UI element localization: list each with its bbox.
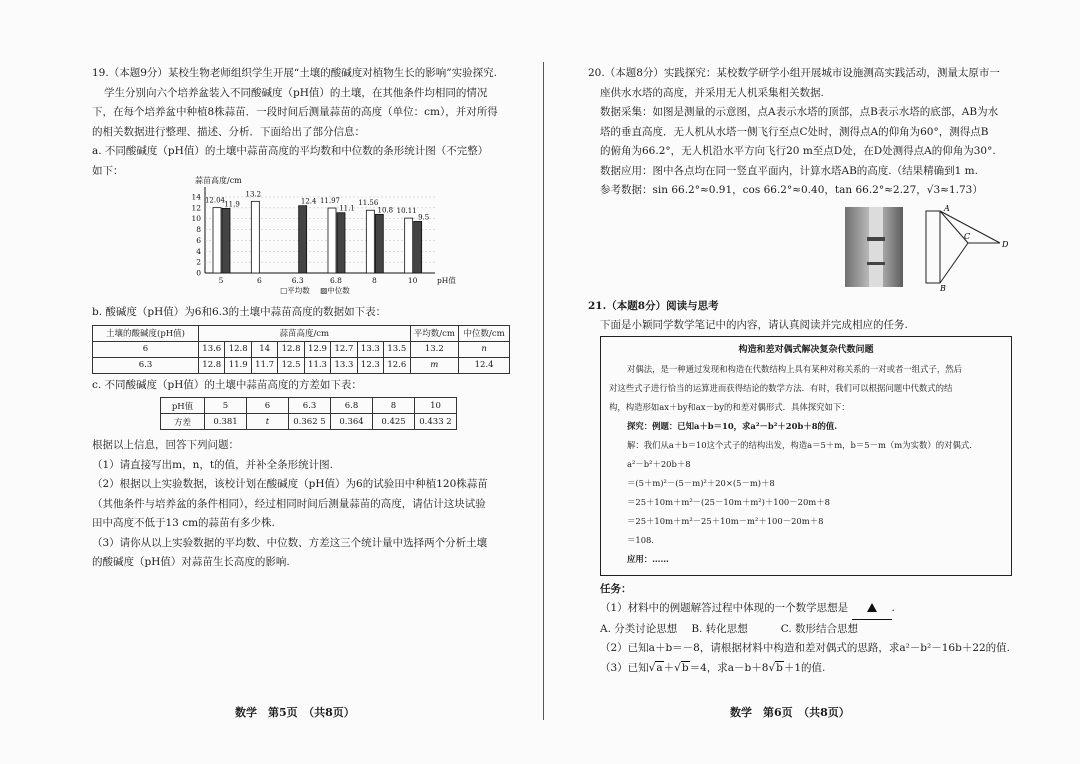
q19-question-3: （3）请你从以上实验数据的平均数、中位数、方差这三个统计量中选择两个分析土壤 <box>92 536 488 549</box>
q20-line-3: 数据采集：如图是测量的示意图，点A表示水塔的顶部，点B表示水塔的底部，AB为水 <box>600 106 999 118</box>
notes-line: 对这些式子进行恰当的运算进而获得结论的数学方法．有时，我们可以根据问题中代数式的结 <box>609 382 953 393</box>
page-6-footer: 数学 第6页 （共8页） <box>730 706 850 719</box>
data-label: 11.9 <box>224 200 240 209</box>
table-cell: pH值 <box>161 398 205 414</box>
q20-line-7: 参考数据：sin 66.2°≈0.91，cos 66.2°≈0.40，tan 66.2°≈2.27，√3≈1.73） <box>600 184 983 196</box>
sqrt-b: b <box>681 661 689 674</box>
page-6-right-column <box>588 64 1020 678</box>
q19-line-2: 学生分别向六个培养盆装入不同酸碱度（pH值）的土壤，在其他条件均相同的情况 <box>104 86 488 99</box>
y-tick-label: 2 <box>196 257 201 267</box>
table-cell: 13.2 <box>410 341 459 357</box>
bar-median <box>337 213 345 273</box>
table-cell: 0.381 <box>205 414 247 430</box>
data-label: 12.04 <box>204 196 226 205</box>
notes-line: 对偶法，是一种通过发现和构造在代数结构上具有某种对称关系的一对或者一组式子，然后 <box>627 363 962 374</box>
q19-question-2: （2）根据以上实验数据，该校计划在酸碱度（pH值）为6的试验田中种植120株蒜苗 <box>92 478 488 490</box>
x-axis-label: pH值 <box>437 276 456 285</box>
measurement-diagram <box>910 201 1010 291</box>
table-cell: 14 <box>251 341 277 357</box>
q19-question-2b: （其他条件与培养盆的条件相同），经过相同时间后测量蒜苗的高度，请估计这块试验 <box>92 497 486 510</box>
x-tick-label: 6.8 <box>330 276 342 285</box>
task-3-end: ＋1的值. <box>783 661 826 674</box>
point-d-label: D <box>1002 239 1009 249</box>
bar-mean <box>328 208 336 273</box>
y-tick-label: 6 <box>196 235 201 245</box>
q21-intro: 下面是小颖同学数学笔记中的内容，请认真阅读并完成相应的任务. <box>600 319 908 331</box>
q20-line-5: 的俯角为66.2°，无人机沿水平方向飞行20 m至点D处，在D处测得点A的仰角为30°. <box>600 145 996 157</box>
notes-line: ＝25＋10m＋m²－(25－10m＋m²)＋100－20m＋8 <box>627 496 830 507</box>
y-tick-label: 12 <box>191 203 201 213</box>
sqrt-sign: √ <box>648 661 656 674</box>
point-c-label: C <box>964 231 971 241</box>
task-1-text: （1）材料中的例题解答过程中体现的一个数学思想是 <box>600 602 849 614</box>
task-3 <box>588 659 1020 679</box>
table-c <box>160 397 457 430</box>
table-cell: 12.3 <box>357 357 383 373</box>
task-1-options <box>588 620 1020 640</box>
table-cell: 0.362 5 <box>289 414 331 430</box>
sqrt-a: a <box>656 661 663 674</box>
table-cell: 0.433 2 <box>415 414 457 430</box>
table-cell: t <box>247 414 289 430</box>
option-c: C. 数形结合思想 <box>780 622 859 635</box>
task-1 <box>588 599 1020 620</box>
sqrt-sign: √ <box>768 661 776 674</box>
table-cell: 6.3 <box>289 398 331 414</box>
x-tick-label: 8 <box>371 276 377 285</box>
y-tick-label: 0 <box>196 268 201 278</box>
q19-part-a: a. 不同酸碱度（pH值）的土壤中蒜苗高度的平均数和中位数的条形统计图（不完整） <box>92 145 489 157</box>
table-cell: 5 <box>205 398 247 414</box>
page-5-footer: 数学 第5页 （共8页） <box>235 706 355 719</box>
table-b-header: 中位数/cm <box>459 325 510 341</box>
data-label: 9.5 <box>418 213 430 222</box>
bar-median <box>414 221 422 273</box>
table-b-header: 蒜苗高度/cm <box>199 325 411 341</box>
bar-median <box>222 208 230 273</box>
q19-question-1: （1）请直接写出m，n，t的值，并补全条形统计图. <box>92 458 333 471</box>
data-label: 13.2 <box>245 190 262 199</box>
notes-line: ＝25＋10m＋m²－25＋10m－m²＋100－20m＋8 <box>627 515 824 526</box>
table-cell: 12.8 <box>199 357 225 373</box>
q20-figure <box>588 201 1020 291</box>
water-tower-photo <box>845 207 903 287</box>
point-b-label: B <box>940 283 946 293</box>
data-label: 11.1 <box>339 204 355 213</box>
task-label: 任务： <box>600 582 632 595</box>
table-row <box>93 341 510 357</box>
x-tick-label: 6 <box>256 276 262 285</box>
table-row <box>161 414 457 430</box>
q19-line-3: 下，在每个培养盆中种植8株蒜苗．一段时间后测量蒜苗的高度（单位：cm），并对所得 <box>92 106 498 118</box>
task-2: （2）已知a＋b＝－8，请根据材料中构造和差对偶式的思路，求a²－b²－16b＋22的值. <box>600 642 1011 654</box>
answer-blank[interactable] <box>852 599 892 620</box>
sqrt-sign: √ <box>674 661 681 674</box>
table-cell: 12.4 <box>459 357 510 373</box>
data-label: 11.97 <box>319 197 341 206</box>
q19-part-c: c. 不同酸碱度（pH值）的土壤中蒜苗高度的方差如下表： <box>92 378 362 391</box>
q20-line-4: 塔的垂直高度．无人机从水塔一侧飞行至点C处时，测得点A的仰角为60°，测得点B <box>600 125 989 138</box>
q20-line-2: 座供水水塔的高度，并采用无人机采集相关数据. <box>600 86 824 99</box>
bar-mean <box>213 208 221 273</box>
bar-median <box>375 214 383 273</box>
data-label: 12.4 <box>300 197 317 206</box>
notes-line: 探究：例题：已知a＋b＝10，求a²－b²＋20b＋8的值. <box>627 420 838 431</box>
x-tick-label: 6.3 <box>291 276 304 285</box>
bar-mean <box>366 210 374 273</box>
q19-question-lead: 根据以上信息，回答下列问题： <box>92 439 239 451</box>
option-b: B. 转化思想 <box>691 622 748 635</box>
table-cell: 12.8 <box>225 341 251 357</box>
notes-line: 构，构造形如ax＋by和ax－by的和差对偶形式．具体探究如下： <box>609 401 850 412</box>
table-row <box>93 357 510 373</box>
x-tick-label: 5 <box>218 276 224 285</box>
triangle-icon <box>867 603 877 612</box>
y-tick-label: 10 <box>191 214 201 224</box>
notes-box-title: 构造和差对偶式解决复杂代数问题 <box>738 344 874 355</box>
table-cell: 13.3 <box>357 341 383 357</box>
table-cell: 12.5 <box>278 357 304 373</box>
option-a: A. 分类讨论思想 <box>600 622 678 635</box>
q19-part-b: b. 酸碱度（pH值）为6和6.3的土壤中蒜苗高度的数据如下表： <box>92 306 387 318</box>
table-cell: 方差 <box>161 414 205 430</box>
table-cell: 6 <box>247 398 289 414</box>
notes-line: a²－b²＋20b＋8 <box>627 458 691 469</box>
data-label: 11.56 <box>358 199 379 208</box>
sqrt-b2: b <box>776 661 783 674</box>
table-cell: 13.5 <box>384 341 410 357</box>
y-axis-label: 蒜苗高度/cm <box>195 176 242 185</box>
bar-median <box>299 206 307 273</box>
table-cell: 13.6 <box>199 341 225 357</box>
table-cell: 11.9 <box>225 357 251 373</box>
table-cell: 6 <box>93 341 199 357</box>
point-a-label: A <box>944 203 950 213</box>
legend-median: ▨中位数 <box>320 286 350 295</box>
task-3-mid: ＝4，求a－b＋8 <box>689 661 769 674</box>
bar-chart <box>177 176 477 301</box>
table-b-header: 平均数/cm <box>410 325 459 341</box>
table-cell: n <box>459 341 510 357</box>
table-cell: 12.6 <box>384 357 410 373</box>
bar-mean <box>251 201 259 273</box>
data-label: 10.11 <box>396 207 417 216</box>
notes-line: ＝(5＋m)²－(5－m)²＋20×(5－m)＋8 <box>627 477 775 488</box>
notes-line: 解：我们从a＋b＝10这个式子的结构出发，构造a＝5＋m，b＝5－m（m为实数）的对偶式. <box>627 439 972 450</box>
y-tick-label: 14 <box>191 192 201 202</box>
table-cell: 10 <box>415 398 457 414</box>
notes-line: 应用：…… <box>627 553 669 564</box>
page-5-left-column <box>92 64 522 573</box>
notes-line: ＝108. <box>627 534 655 545</box>
q19-part-a2: 如下： <box>92 164 124 177</box>
table-row <box>161 398 457 414</box>
bar-mean <box>405 218 413 273</box>
task-3-plus: ＋ <box>663 661 675 674</box>
table-cell: 0.425 <box>373 414 415 430</box>
notes-box <box>600 336 1012 576</box>
table-cell: 12.7 <box>331 341 357 357</box>
table-cell: 12.8 <box>278 341 304 357</box>
table-cell: 11.7 <box>251 357 277 373</box>
table-b <box>92 325 510 374</box>
task-3-pre: （3）已知 <box>600 661 649 674</box>
table-cell: 6.8 <box>331 398 373 414</box>
y-tick-label: 8 <box>196 225 201 235</box>
table-b-header: 土壤的酸碱度(pH值) <box>93 325 199 341</box>
q19-line-1: 19.（本题9分）某校生物老师组织学生开展“土壤的酸碱度对植物生长的影响”实验探究. <box>92 67 497 79</box>
task-1-end: . <box>891 602 895 614</box>
table-b-header-row <box>93 325 510 341</box>
data-label: 10.8 <box>377 206 394 215</box>
q19-question-3b: 的酸碱度（pH值）对蒜苗生长高度的影响. <box>92 556 290 568</box>
table-cell: m <box>410 357 459 373</box>
y-tick-label: 4 <box>196 246 201 256</box>
table-cell: 13.3 <box>331 357 357 373</box>
table-cell: 8 <box>373 398 415 414</box>
table-cell: 11.3 <box>304 357 330 373</box>
page-divider <box>543 62 544 720</box>
legend-mean: □平均数 <box>280 286 310 295</box>
q21-title: 21.（本题8分）阅读与思考 <box>588 299 719 312</box>
table-cell: 12.9 <box>304 341 330 357</box>
q20-line-6: 数据应用：图中各点均在同一竖直平面内，计算水塔AB的高度.（结果精确到1 m. <box>600 164 978 177</box>
table-cell: 0.364 <box>331 414 373 430</box>
q20-line-1: 20.（本题8分）实践探究：某校数学研学小组开展城市设施测高实践活动，测量太原市一 <box>588 67 1000 79</box>
q19-line-4: 的相关数据进行整理、描述、分析．下面给出了部分信息： <box>92 125 365 138</box>
q19-question-2c: 田中高度不低于13 cm的蒜苗有多少株. <box>92 517 275 529</box>
x-tick-label: 10 <box>407 276 418 285</box>
table-cell: 6.3 <box>93 357 199 373</box>
